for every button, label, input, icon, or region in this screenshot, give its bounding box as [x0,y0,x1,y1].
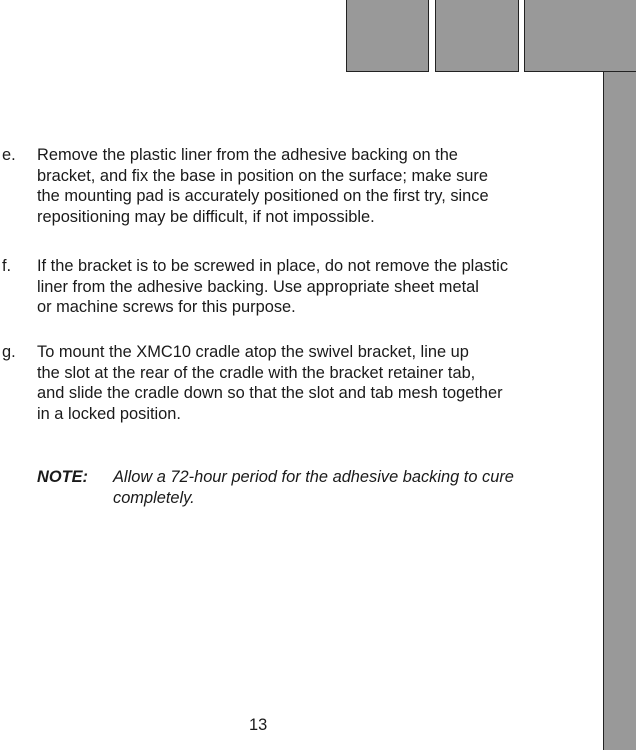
item-letter: e. [2,146,16,164]
side-margin-bar-top [603,0,636,72]
item-line: bracket, and fix the base in position on the surface; make sure [37,166,488,185]
item-line: repositioning may be difficult, if not impossible. [37,208,375,227]
note-line: completely. [113,488,195,507]
side-margin-bar [603,0,636,750]
item-letter: g. [2,343,16,361]
item-line: To mount the XMC10 cradle atop the swivel bracket, line up [37,343,469,361]
item-text [37,145,567,228]
header-tab-3 [524,0,604,72]
item-line: and slide the cradle down so that the slot and tab mesh together [37,384,503,403]
item-letter: f. [2,257,12,275]
note-line: Allow a 72-hour period for the adhesive backing to cure [113,468,514,486]
item-line: Remove the plastic liner from the adhesive backing on the [37,146,458,164]
item-text [37,342,567,425]
item-line: liner from the adhesive backing. Use appropriate sheet metal [37,277,479,296]
page-number: 13 [249,716,268,734]
note-text [113,467,514,508]
item-line: the slot at the rear of the cradle with the bracket retainer tab, [37,363,476,382]
item-line: If the bracket is to be screwed in place, do not remove the plastic [37,257,509,275]
item-line: or machine screws for this purpose. [37,298,296,317]
item-line: the mounting pad is accurately positioned on the first try, since [37,187,489,206]
header-tab-2 [435,0,519,72]
item-line: in a locked position. [37,405,181,424]
header-tab-1 [346,0,429,72]
note-label: NOTE: [37,468,88,486]
item-text [37,256,567,318]
